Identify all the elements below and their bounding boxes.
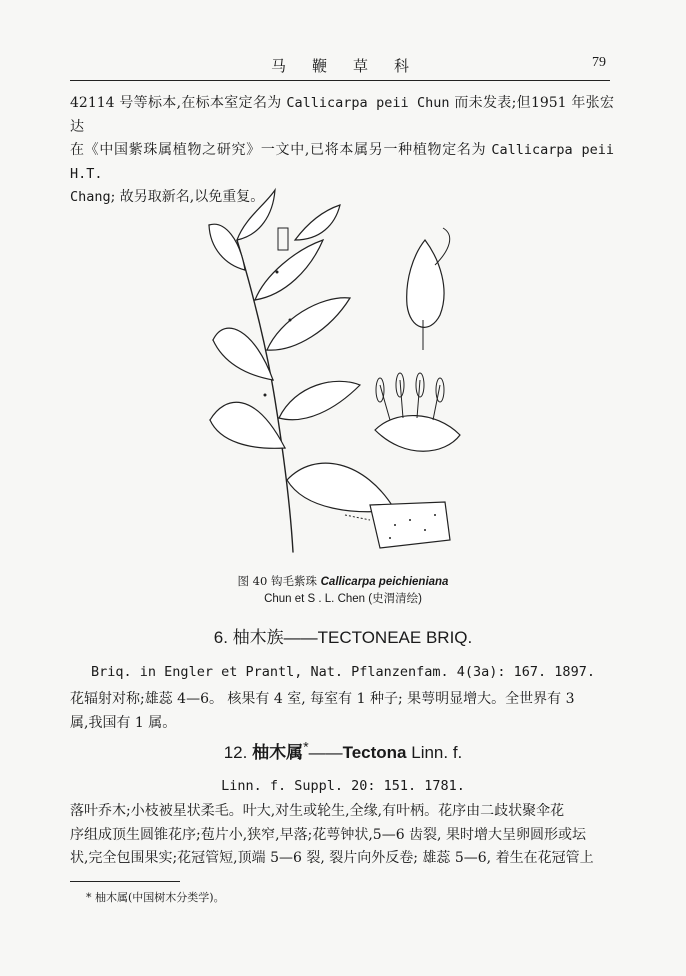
leaf [279,381,360,419]
intro-line-1a: 42114 号等标本,在标本室定名为 [70,95,287,111]
genus-description [70,800,614,871]
intro-latin-2: Callicarpa peii H.T. [70,142,614,182]
calyx-detail [370,502,450,548]
intro-latin-3: Chang [70,189,111,205]
genus-desc-line-2: 序组成顶生圆锥花序;苞片小,狭窄,早落;花萼钟状,5—6 齿裂, 果时增大呈卵圆形或坛 [70,826,586,843]
genus-desc-line-1: 落叶乔木;小枝被星状柔毛。叶大,对生或轮生,全缘,有叶柄。花序由二歧状聚伞花 [70,803,565,819]
genus-cn-name: 柚木属 [252,743,304,762]
footnote: * 柚木属(中国树木分类学)。 [86,891,225,904]
figure-caption-author: Chun et S . L. Chen (史渭清绘) [264,593,422,605]
tribe-description [70,688,614,735]
botanical-illustration [195,180,495,560]
footnote-rule [70,881,180,882]
tribe-heading: 6. 柚木族——TECTONEAE BRIQ. [213,628,473,647]
leaf [267,298,350,350]
flower-detail [375,416,460,452]
leaf [255,240,323,300]
caption-latin: Callicarpa peichieniana [320,576,449,588]
genus-author: Linn. f. [406,743,463,762]
leaf [295,205,340,240]
genus-latin: Tectona [342,743,407,762]
intro-latin-1: Callicarpa peii Chun [286,95,450,111]
genus-citation: Linn. f. Suppl. 20: 151. 1781. [221,778,465,794]
genus-number: 12. [223,743,253,762]
intro-line-3b: ; 故另取新名,以免重复。 [110,189,265,205]
running-header [70,52,610,81]
tribe-desc-line-1: 花辐射对称;雄蕊 4—6。 核果有 4 室, 每室有 1 种子; 果萼明显增大。全世界有 3 [70,691,575,707]
caption-prefix: 图 40 钩毛紫珠 [237,574,321,588]
figure-caption [0,573,686,589]
footnote-mark: * [303,739,309,756]
genus-dash: —— [308,743,343,762]
header-title: 马鞭草科 [270,57,435,75]
tribe-desc-line-2: 属,我国有 1 属。 [70,714,177,731]
genus-desc-line-3: 状,完全包围果实;花冠管短,顶端 5—6 裂, 裂片向外反卷; 雄蕊 5—6, 着生在花冠管上 [70,850,594,866]
tribe-citation: Briq. in Engler et Prantl, Nat. Pflanzenfam. 4(3a): 167. 1897. [91,664,595,680]
page-number: 79 [592,55,606,70]
corolla-detail [407,240,444,327]
leaf [213,328,273,380]
leaf [237,190,275,240]
genus-heading [0,738,686,763]
intro-line-2a: 在《中国紫珠属植物之研究》一文中,已将本属另一种植物定名为 [70,142,492,158]
intro-line-1c: 而未发表;但1951 年张宏达 [70,95,614,135]
leaf [210,402,285,448]
